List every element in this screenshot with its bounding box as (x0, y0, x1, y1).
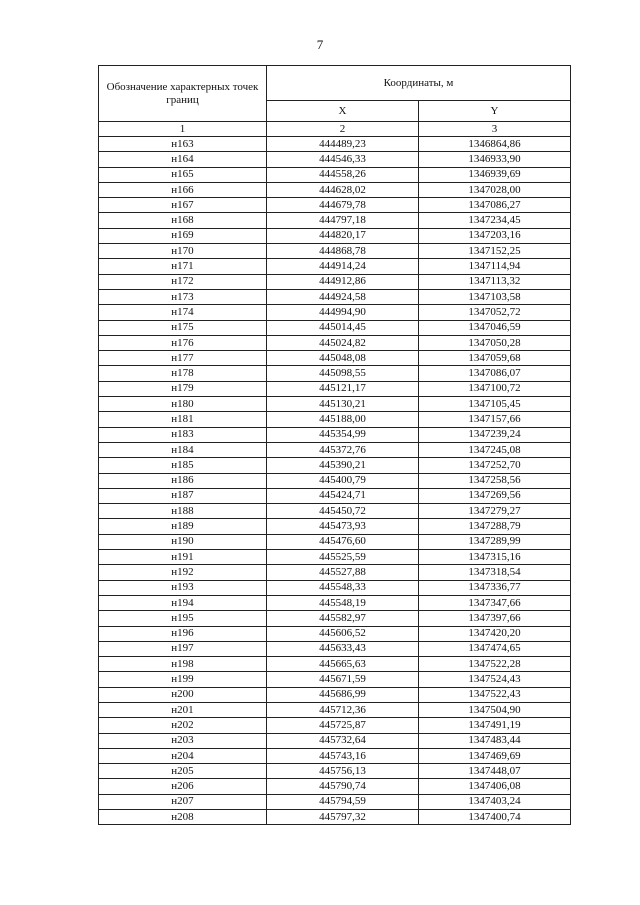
point-id-cell: н180 (99, 397, 267, 412)
x-coordinate-cell: 445633,43 (267, 641, 419, 656)
point-id-cell: н203 (99, 733, 267, 748)
x-coordinate-cell: 445372,76 (267, 442, 419, 457)
point-id-cell: н192 (99, 565, 267, 580)
point-id-cell: н205 (99, 764, 267, 779)
x-coordinate-cell: 445354,99 (267, 427, 419, 442)
point-id-cell: н171 (99, 259, 267, 274)
y-header: Y (419, 101, 571, 122)
table-row (99, 228, 571, 243)
table-row (99, 764, 571, 779)
x-coordinate-cell: 444797,18 (267, 213, 419, 228)
x-coordinate-cell: 445527,88 (267, 565, 419, 580)
point-id-cell: н187 (99, 488, 267, 503)
page-number: 7 (316, 37, 324, 52)
table-row (99, 397, 571, 412)
y-coordinate-cell: 1347103,58 (419, 289, 571, 304)
point-id-cell: н164 (99, 152, 267, 167)
point-id-cell: н169 (99, 228, 267, 243)
y-coordinate-cell: 1347234,45 (419, 213, 571, 228)
x-coordinate-cell: 445130,21 (267, 397, 419, 412)
point-id-cell: н168 (99, 213, 267, 228)
point-designation-header: Обозначение характерных точек границ (99, 66, 267, 122)
x-coordinate-cell: 445548,19 (267, 595, 419, 610)
y-coordinate-cell: 1347050,28 (419, 335, 571, 350)
y-coordinate-cell: 1347028,00 (419, 182, 571, 197)
x-coordinate-cell: 445671,59 (267, 672, 419, 687)
x-coordinate-cell: 445188,00 (267, 412, 419, 427)
y-coordinate-cell: 1347397,66 (419, 611, 571, 626)
table-row (99, 748, 571, 763)
x-coordinate-cell: 444820,17 (267, 228, 419, 243)
x-coordinate-cell: 445743,16 (267, 748, 419, 763)
y-coordinate-cell: 1347318,54 (419, 565, 571, 580)
y-coordinate-cell: 1347522,43 (419, 687, 571, 702)
point-id-cell: н198 (99, 657, 267, 672)
point-id-cell: н174 (99, 305, 267, 320)
x-coordinate-cell: 444628,02 (267, 182, 419, 197)
coordinates-table-body (99, 137, 571, 825)
coordinates-table (98, 65, 571, 825)
y-coordinate-cell: 1347469,69 (419, 748, 571, 763)
point-id-cell: н201 (99, 702, 267, 717)
x-coordinate-cell: 445756,13 (267, 764, 419, 779)
point-id-cell: н188 (99, 504, 267, 519)
point-id-cell: н173 (99, 289, 267, 304)
point-id-cell: н179 (99, 381, 267, 396)
y-coordinate-cell: 1347114,94 (419, 259, 571, 274)
x-coordinate-cell: 445014,45 (267, 320, 419, 335)
point-id-cell: н208 (99, 810, 267, 825)
table-row (99, 412, 571, 427)
y-coordinate-cell: 1347059,68 (419, 351, 571, 366)
x-coordinate-cell: 445548,33 (267, 580, 419, 595)
y-coordinate-cell: 1347046,59 (419, 320, 571, 335)
table-row (99, 259, 571, 274)
point-id-cell: н202 (99, 718, 267, 733)
x-coordinate-cell: 444489,23 (267, 137, 419, 152)
x-coordinate-cell: 445121,17 (267, 381, 419, 396)
point-id-cell: н178 (99, 366, 267, 381)
x-coordinate-cell: 445712,36 (267, 702, 419, 717)
x-coordinate-cell: 445098,55 (267, 366, 419, 381)
x-coordinate-cell: 445450,72 (267, 504, 419, 519)
table-row (99, 137, 571, 152)
table-row (99, 152, 571, 167)
y-coordinate-cell: 1347258,56 (419, 473, 571, 488)
table-row (99, 565, 571, 580)
x-coordinate-cell: 445476,60 (267, 534, 419, 549)
point-id-cell: н207 (99, 794, 267, 809)
x-coordinate-cell: 444679,78 (267, 198, 419, 213)
point-id-cell: н196 (99, 626, 267, 641)
table-row (99, 305, 571, 320)
point-id-cell: н170 (99, 244, 267, 259)
x-coordinate-cell: 445794,59 (267, 794, 419, 809)
x-coordinate-cell: 445665,63 (267, 657, 419, 672)
y-coordinate-cell: 1347420,20 (419, 626, 571, 641)
x-coordinate-cell: 445797,32 (267, 810, 419, 825)
y-coordinate-cell: 1347052,72 (419, 305, 571, 320)
y-coordinate-cell: 1347522,28 (419, 657, 571, 672)
y-coordinate-cell: 1347524,43 (419, 672, 571, 687)
y-coordinate-cell: 1347403,24 (419, 794, 571, 809)
table-row (99, 580, 571, 595)
y-coordinate-cell: 1347448,07 (419, 764, 571, 779)
y-coordinate-cell: 1347474,65 (419, 641, 571, 656)
y-coordinate-cell: 1346939,69 (419, 167, 571, 182)
column-number-1: 1 (99, 122, 267, 137)
table-row (99, 810, 571, 825)
point-id-cell: н190 (99, 534, 267, 549)
table-row (99, 641, 571, 656)
point-id-cell: н165 (99, 167, 267, 182)
y-coordinate-cell: 1347406,08 (419, 779, 571, 794)
x-coordinate-cell: 445582,97 (267, 611, 419, 626)
x-coordinate-cell: 445606,52 (267, 626, 419, 641)
y-coordinate-cell: 1347152,25 (419, 244, 571, 259)
y-coordinate-cell: 1347105,45 (419, 397, 571, 412)
y-coordinate-cell: 1347491,19 (419, 718, 571, 733)
y-coordinate-cell: 1347315,16 (419, 550, 571, 565)
x-coordinate-cell: 445473,93 (267, 519, 419, 534)
table-row (99, 335, 571, 350)
point-id-cell: н175 (99, 320, 267, 335)
point-id-cell: н166 (99, 182, 267, 197)
y-coordinate-cell: 1346933,90 (419, 152, 571, 167)
table-row (99, 442, 571, 457)
table-row (99, 213, 571, 228)
x-header: X (267, 101, 419, 122)
y-coordinate-cell: 1347279,27 (419, 504, 571, 519)
table-row (99, 198, 571, 213)
table-row (99, 657, 571, 672)
column-number-3: 3 (419, 122, 571, 137)
table-row (99, 274, 571, 289)
x-coordinate-cell: 445424,71 (267, 488, 419, 503)
table-row (99, 167, 571, 182)
table-row (99, 458, 571, 473)
table-row (99, 320, 571, 335)
y-coordinate-cell: 1347203,16 (419, 228, 571, 243)
point-id-cell: н167 (99, 198, 267, 213)
point-id-cell: н181 (99, 412, 267, 427)
table-row (99, 687, 571, 702)
x-coordinate-cell: 445732,64 (267, 733, 419, 748)
point-id-cell: н194 (99, 595, 267, 610)
coordinates-header: Координаты, м (267, 66, 571, 101)
y-coordinate-cell: 1347086,27 (419, 198, 571, 213)
x-coordinate-cell: 444912,86 (267, 274, 419, 289)
x-coordinate-cell: 445390,21 (267, 458, 419, 473)
y-coordinate-cell: 1347289,99 (419, 534, 571, 549)
x-coordinate-cell: 444994,90 (267, 305, 419, 320)
y-coordinate-cell: 1347252,70 (419, 458, 571, 473)
point-id-cell: н189 (99, 519, 267, 534)
table-row (99, 182, 571, 197)
point-id-cell: н183 (99, 427, 267, 442)
point-id-cell: н200 (99, 687, 267, 702)
point-id-cell: н199 (99, 672, 267, 687)
point-id-cell: н186 (99, 473, 267, 488)
x-coordinate-cell: 444868,78 (267, 244, 419, 259)
y-coordinate-cell: 1347483,44 (419, 733, 571, 748)
x-coordinate-cell: 445024,82 (267, 335, 419, 350)
table-row (99, 488, 571, 503)
table-row (99, 672, 571, 687)
x-coordinate-cell: 445686,99 (267, 687, 419, 702)
point-id-cell: н204 (99, 748, 267, 763)
table-row (99, 794, 571, 809)
x-coordinate-cell: 445400,79 (267, 473, 419, 488)
table-row (99, 779, 571, 794)
y-coordinate-cell: 1347269,56 (419, 488, 571, 503)
table-row (99, 289, 571, 304)
y-coordinate-cell: 1347347,66 (419, 595, 571, 610)
table-row (99, 366, 571, 381)
y-coordinate-cell: 1347100,72 (419, 381, 571, 396)
point-id-cell: н177 (99, 351, 267, 366)
x-coordinate-cell: 444924,58 (267, 289, 419, 304)
point-id-cell: н197 (99, 641, 267, 656)
point-id-cell: н206 (99, 779, 267, 794)
table-row (99, 733, 571, 748)
y-coordinate-cell: 1347113,32 (419, 274, 571, 289)
x-coordinate-cell: 444546,33 (267, 152, 419, 167)
table-row (99, 381, 571, 396)
y-coordinate-cell: 1347288,79 (419, 519, 571, 534)
column-number-2: 2 (267, 122, 419, 137)
table-row (99, 473, 571, 488)
y-coordinate-cell: 1347245,08 (419, 442, 571, 457)
y-coordinate-cell: 1347504,90 (419, 702, 571, 717)
table-row (99, 626, 571, 641)
y-coordinate-cell: 1347336,77 (419, 580, 571, 595)
table-row (99, 595, 571, 610)
point-id-cell: н185 (99, 458, 267, 473)
table-row (99, 427, 571, 442)
point-id-cell: н193 (99, 580, 267, 595)
x-coordinate-cell: 445790,74 (267, 779, 419, 794)
point-id-cell: н172 (99, 274, 267, 289)
y-coordinate-cell: 1347086,07 (419, 366, 571, 381)
table-row (99, 504, 571, 519)
point-id-cell: н184 (99, 442, 267, 457)
point-id-cell: н195 (99, 611, 267, 626)
table-row (99, 702, 571, 717)
x-coordinate-cell: 445048,08 (267, 351, 419, 366)
table-row (99, 534, 571, 549)
x-coordinate-cell: 444914,24 (267, 259, 419, 274)
table-row (99, 550, 571, 565)
point-id-cell: н176 (99, 335, 267, 350)
y-coordinate-cell: 1347239,24 (419, 427, 571, 442)
x-coordinate-cell: 445725,87 (267, 718, 419, 733)
x-coordinate-cell: 445525,59 (267, 550, 419, 565)
x-coordinate-cell: 444558,26 (267, 167, 419, 182)
y-coordinate-cell: 1347157,66 (419, 412, 571, 427)
table-row (99, 519, 571, 534)
y-coordinate-cell: 1346864,86 (419, 137, 571, 152)
table-row (99, 351, 571, 366)
point-id-cell: н163 (99, 137, 267, 152)
table-row (99, 244, 571, 259)
y-coordinate-cell: 1347400,74 (419, 810, 571, 825)
point-id-cell: н191 (99, 550, 267, 565)
table-row (99, 611, 571, 626)
table-row (99, 718, 571, 733)
